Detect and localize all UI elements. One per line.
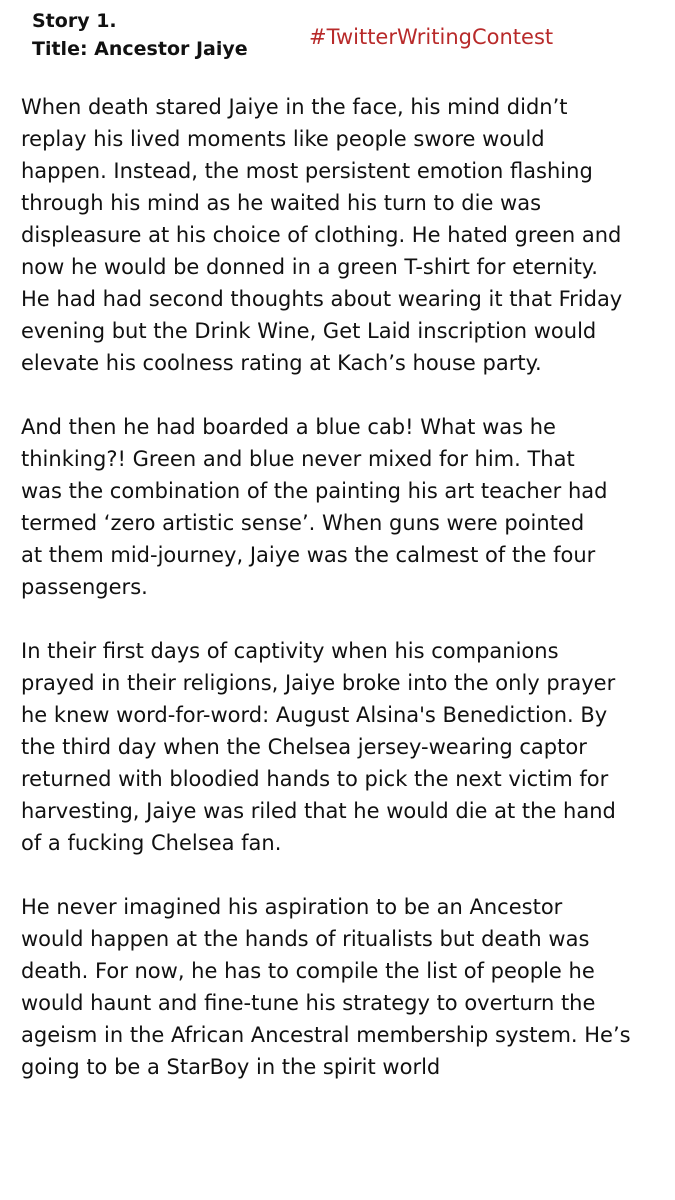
paragraph-line: through his mind as he waited his turn to die was — [21, 191, 542, 215]
story-number: Story 1. — [32, 10, 117, 32]
paragraph-line: And then he had boarded a blue cab! What was he — [21, 415, 556, 439]
contest-hashtag: #TwitterWritingContest — [309, 25, 554, 49]
paragraph-line: In their first days of captivity when his companions — [21, 639, 559, 663]
paragraph-gap — [21, 603, 661, 635]
paragraph-line: returned with bloodied hands to pick the next victim for — [21, 767, 609, 791]
paragraph-line: evening but the Drink Wine, Get Laid inscription would — [21, 319, 597, 343]
paragraph-line: happen. Instead, the most persistent emotion flashing — [21, 159, 593, 183]
paragraph-line: He never imagined his aspiration to be an Ancestor — [21, 895, 563, 919]
paragraph-line: harvesting, Jaiye was riled that he would die at the hand — [21, 799, 616, 823]
paragraph-line: When death stared Jaiye in the face, his mind didn’t — [21, 95, 568, 119]
story-paragraph — [21, 891, 661, 1083]
paragraph-line: going to be a StarBoy in the spirit world — [21, 1055, 441, 1079]
story-paragraph — [21, 91, 661, 379]
paragraph-line: thinking?! Green and blue never mixed for him. That — [21, 447, 575, 471]
paragraph-line: was the combination of the painting his art teacher had — [21, 479, 608, 503]
paragraph-line: the third day when the Chelsea jersey-wearing captor — [21, 735, 587, 759]
paragraph-line: elevate his coolness rating at Kach’s house party. — [21, 351, 542, 375]
paragraph-line: would haunt and fine-tune his strategy to overturn the — [21, 991, 596, 1015]
paragraph-line: termed ‘zero artistic sense’. When guns were pointed — [21, 511, 585, 535]
paragraph-line: would happen at the hands of ritualists but death was — [21, 927, 590, 951]
paragraph-line: ageism in the African Ancestral membership system. He’s — [21, 1023, 631, 1047]
paragraph-line: of a fucking Chelsea fan. — [21, 831, 282, 855]
paragraph-gap — [21, 859, 661, 891]
paragraph-line: now he would be donned in a green T-shirt for eternity. — [21, 255, 598, 279]
paragraph-line: He had had second thoughts about wearing it that Friday — [21, 287, 623, 311]
paragraph-line: prayed in their religions, Jaiye broke into the only prayer — [21, 671, 616, 695]
paragraph-line: at them mid-journey, Jaiye was the calmest of the four — [21, 543, 596, 567]
paragraph-line: death. For now, he has to compile the list of people he — [21, 959, 595, 983]
story-paragraph — [21, 411, 661, 603]
paragraph-line: replay his lived moments like people swore would — [21, 127, 545, 151]
story-title: Title: Ancestor Jaiye — [32, 38, 248, 60]
paragraph-gap — [21, 379, 661, 411]
paragraph-line: he knew word-for-word: August Alsina's Benediction. By — [21, 703, 608, 727]
story-header — [32, 7, 248, 63]
story-paragraph — [21, 635, 661, 859]
paragraph-line: displeasure at his choice of clothing. He hated green and — [21, 223, 622, 247]
story-body — [21, 91, 661, 1083]
paragraph-line: passengers. — [21, 575, 148, 599]
